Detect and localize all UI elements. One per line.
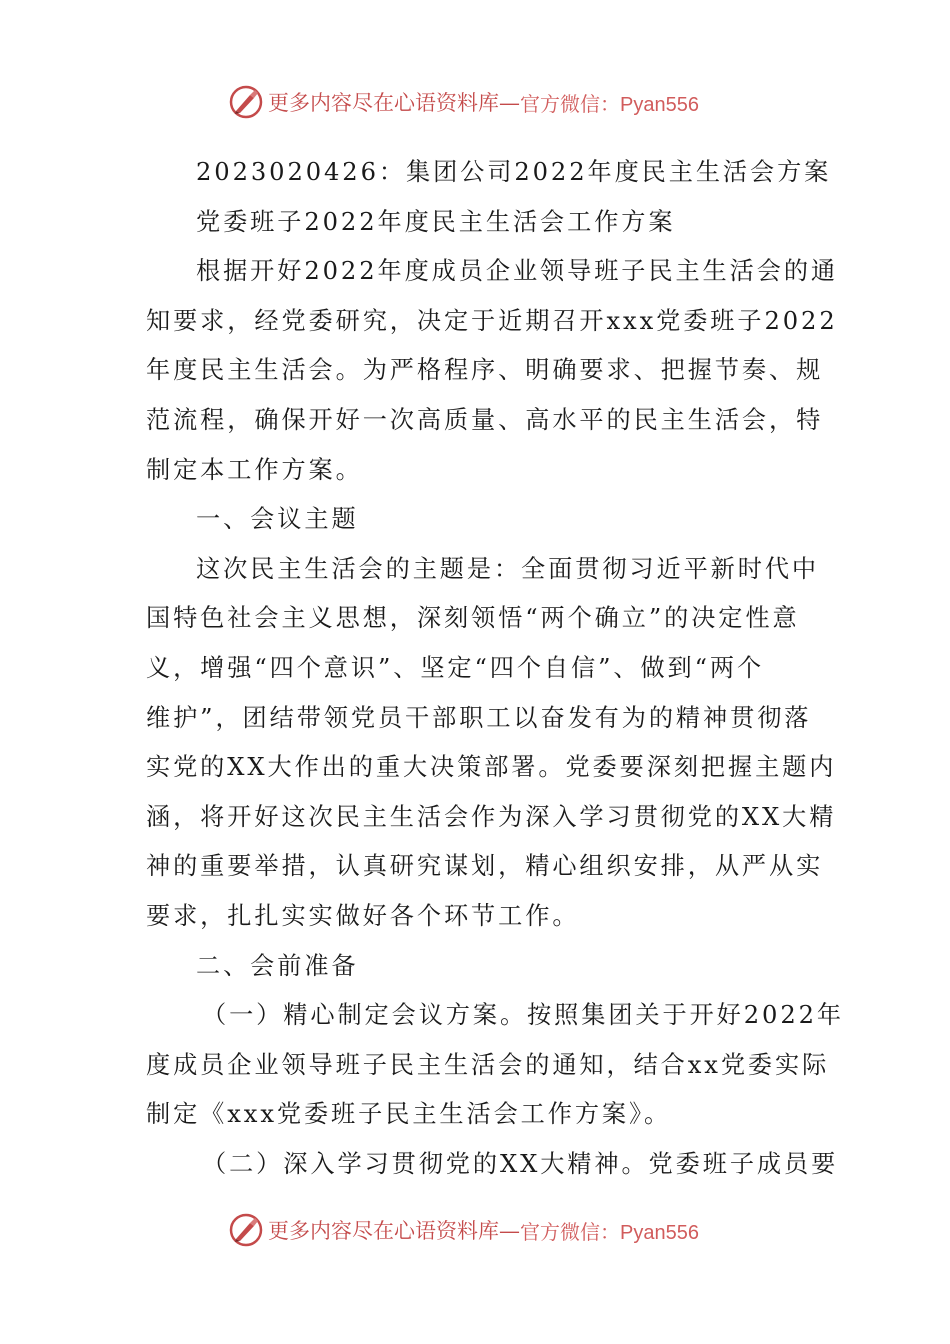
- document-subtitle: 党委班子2022年度民主生活会工作方案: [196, 207, 676, 236]
- paragraph-line: 度成员企业领导班子民主生活会的通知，结合xx党委实际: [146, 1050, 830, 1079]
- paragraph-line: 实党的XX大作出的重大决策部署。党委要深刻把握主题内: [146, 753, 837, 782]
- watermark-contact: 官方微信：Pyan556: [520, 93, 699, 116]
- pen-logo-icon: [228, 1212, 264, 1248]
- watermark-text: 更多内容尽在心语资料库—: [268, 91, 520, 115]
- document-body: [146, 148, 844, 1189]
- section-heading: 二、会前准备: [196, 951, 359, 980]
- paragraph-line: 义，增强“四个意识”、坚定“四个自信”、做到“两个: [146, 653, 765, 682]
- paragraph-line: 国特色社会主义思想，深刻领悟“两个确立”的决定性意: [146, 604, 800, 633]
- paragraph-line: （一）精心制定会议方案。按照集团关于开好2022年: [202, 1001, 844, 1030]
- paragraph-line: 制定《xxx党委班子民主生活会工作方案》。: [146, 1100, 672, 1129]
- paragraph-line: 涵，将开好这次民主生活会作为深入学习贯彻党的XX大精: [146, 802, 837, 831]
- paragraph-line: 年度民主生活会。为严格程序、明确要求、把握节奏、规: [146, 356, 824, 385]
- header-watermark-banner: [228, 82, 699, 122]
- paragraph-line: 范流程，确保开好一次高质量、高水平的民主生活会，特: [146, 405, 824, 434]
- document-title: 2023020426：集团公司2022年度民主生活会方案: [196, 158, 832, 186]
- paragraph-line: 这次民主生活会的主题是：全面贯彻习近平新时代中: [196, 554, 820, 583]
- paragraph-line: （二）深入学习贯彻党的XX大精神。党委班子成员要: [202, 1149, 839, 1178]
- paragraph-line: 根据开好2022年度成员企业领导班子民主生活会的通: [196, 257, 838, 286]
- paragraph-line: 神的重要举措，认真研究谋划，精心组织安排，从严从实: [146, 852, 824, 881]
- section-heading: 一、会议主题: [196, 505, 359, 534]
- watermark-text: 更多内容尽在心语资料库—: [268, 1219, 520, 1243]
- paragraph-line: 知要求，经党委研究，决定于近期召开xxx党委班子2022: [146, 306, 838, 335]
- watermark-contact: 官方微信：Pyan556: [520, 1221, 699, 1244]
- paragraph-line: 维护”，团结带领党员干部职工以奋发有为的精神贯彻落: [146, 703, 812, 732]
- footer-watermark-banner: [228, 1210, 699, 1250]
- paragraph-line: 要求，扎扎实实做好各个环节工作。: [146, 901, 580, 930]
- paragraph-line: 制定本工作方案。: [146, 455, 363, 484]
- pen-logo-icon: [228, 84, 264, 120]
